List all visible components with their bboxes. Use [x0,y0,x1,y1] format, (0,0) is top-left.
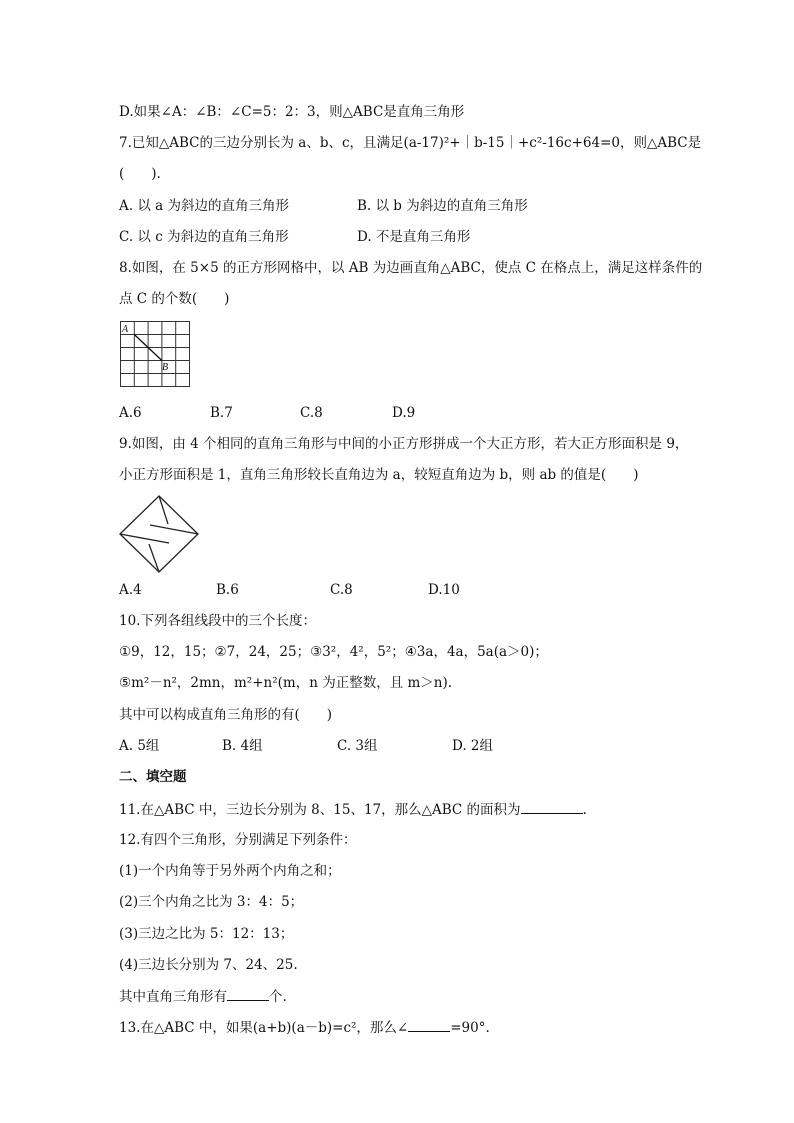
q7-stem-line2: ( ). [119,166,161,182]
q12-question-text: 其中直角三角形有 [119,989,227,1005]
section-title-fill-in: 二、填空题 [119,769,187,785]
q11-stem [119,800,587,819]
q13-stem-text: 13.在△ABC 中，如果(a+b)(a－b)=c²，那么∠ [119,1020,409,1036]
pythagoras-square-figure [117,493,201,575]
q9-stem-line1: 9.如图，由 4 个相同的直角三角形与中间的小正方形拼成一个大正方形，若大正方形面积是 9， [119,436,689,452]
q12-condition-2: (2)三个内角之比为 3：4：5； [119,894,304,910]
q12-condition-3: (3)三边之比为 5：12：13； [119,926,294,942]
q11-stem-text: 11.在△ABC 中，三边长分别为 8、15、17，那么△ABC 的面积为 [119,802,521,818]
q6-option-d: D.如果∠A：∠B：∠C=5：2：3，则△ABC是直角三角形 [119,104,465,120]
q11-stem-end: . [582,802,587,818]
q9-option-c: C.8 [330,582,353,598]
q8-option-a: A.6 [119,405,142,421]
q9-stem-line2: 小正方形面积是 1，直角三角形较长直角边为 a，较短直角边为 b，则 ab 的值是( ) [119,467,639,483]
outer-square [120,496,198,572]
q7-option-c: C. 以 c 为斜边的直角三角形 [119,229,289,245]
q12-stem-line1: 12.有四个三角形，分别满足下列条件： [119,832,357,848]
q10-option-c: C. 3组 [337,738,378,754]
q8-option-d: D.9 [392,405,416,421]
grid-figure [119,320,191,388]
q13-stem [119,1018,490,1037]
q12-condition-4: (4)三边长分别为 7、24、25. [119,957,298,973]
q10-stem-line4: 其中可以构成直角三角形的有( ) [119,707,333,723]
q8-stem-line2: 点 C 的个数( ) [119,291,230,307]
q11-answer-blank[interactable] [521,800,583,814]
point-a-label: A [122,324,129,335]
q8-option-b: B.7 [210,405,233,421]
q12-answer-blank[interactable] [227,987,269,1001]
q10-option-d: D. 2组 [452,738,494,754]
q10-stem-line2: ①9，12，15；②7，24，25；③3²，4²，5²；④3a，4a，5a(a＞0)； [119,644,548,660]
q9-option-b: B.6 [216,582,239,598]
point-b-label: B [162,362,169,373]
q12-question-end: 个. [269,989,287,1005]
q9-option-a: A.4 [119,582,142,598]
q7-option-a: A. 以 a 为斜边的直角三角形 [119,198,289,214]
q9-option-d: D.10 [428,582,460,598]
q12-question [119,987,287,1006]
q10-option-b: B. 4组 [222,738,263,754]
q10-stem-line3: ⑤m²－n²，2mn，m²+n²(m，n 为正整数，且 m＞n). [119,675,453,691]
q8-option-c: C.8 [300,405,323,421]
q12-condition-1: (1)一个内角等于另外两个内角之和； [119,863,341,879]
q7-option-b: B. 以 b 为斜边的直角三角形 [357,198,528,214]
q13-stem-end: =90°. [450,1020,490,1036]
q7-stem-line1: 7.已知△ABC的三边分别长为 a、b、c，且满足(a-17)²+｜b-15｜+c²-16c+64=0，则△ABC是 [119,135,702,151]
q8-stem-line1: 8.如图，在 5×5 的正方形网格中，以 AB 为边画直角△ABC，使点 C 在格点上，满足这样条件的 [119,260,703,276]
q7-option-d: D. 不是直角三角形 [357,229,471,245]
q10-option-a: A. 5组 [119,738,160,754]
q10-stem-line1: 10.下列各组线段中的三个长度： [119,613,316,629]
q13-answer-blank[interactable] [408,1018,450,1032]
